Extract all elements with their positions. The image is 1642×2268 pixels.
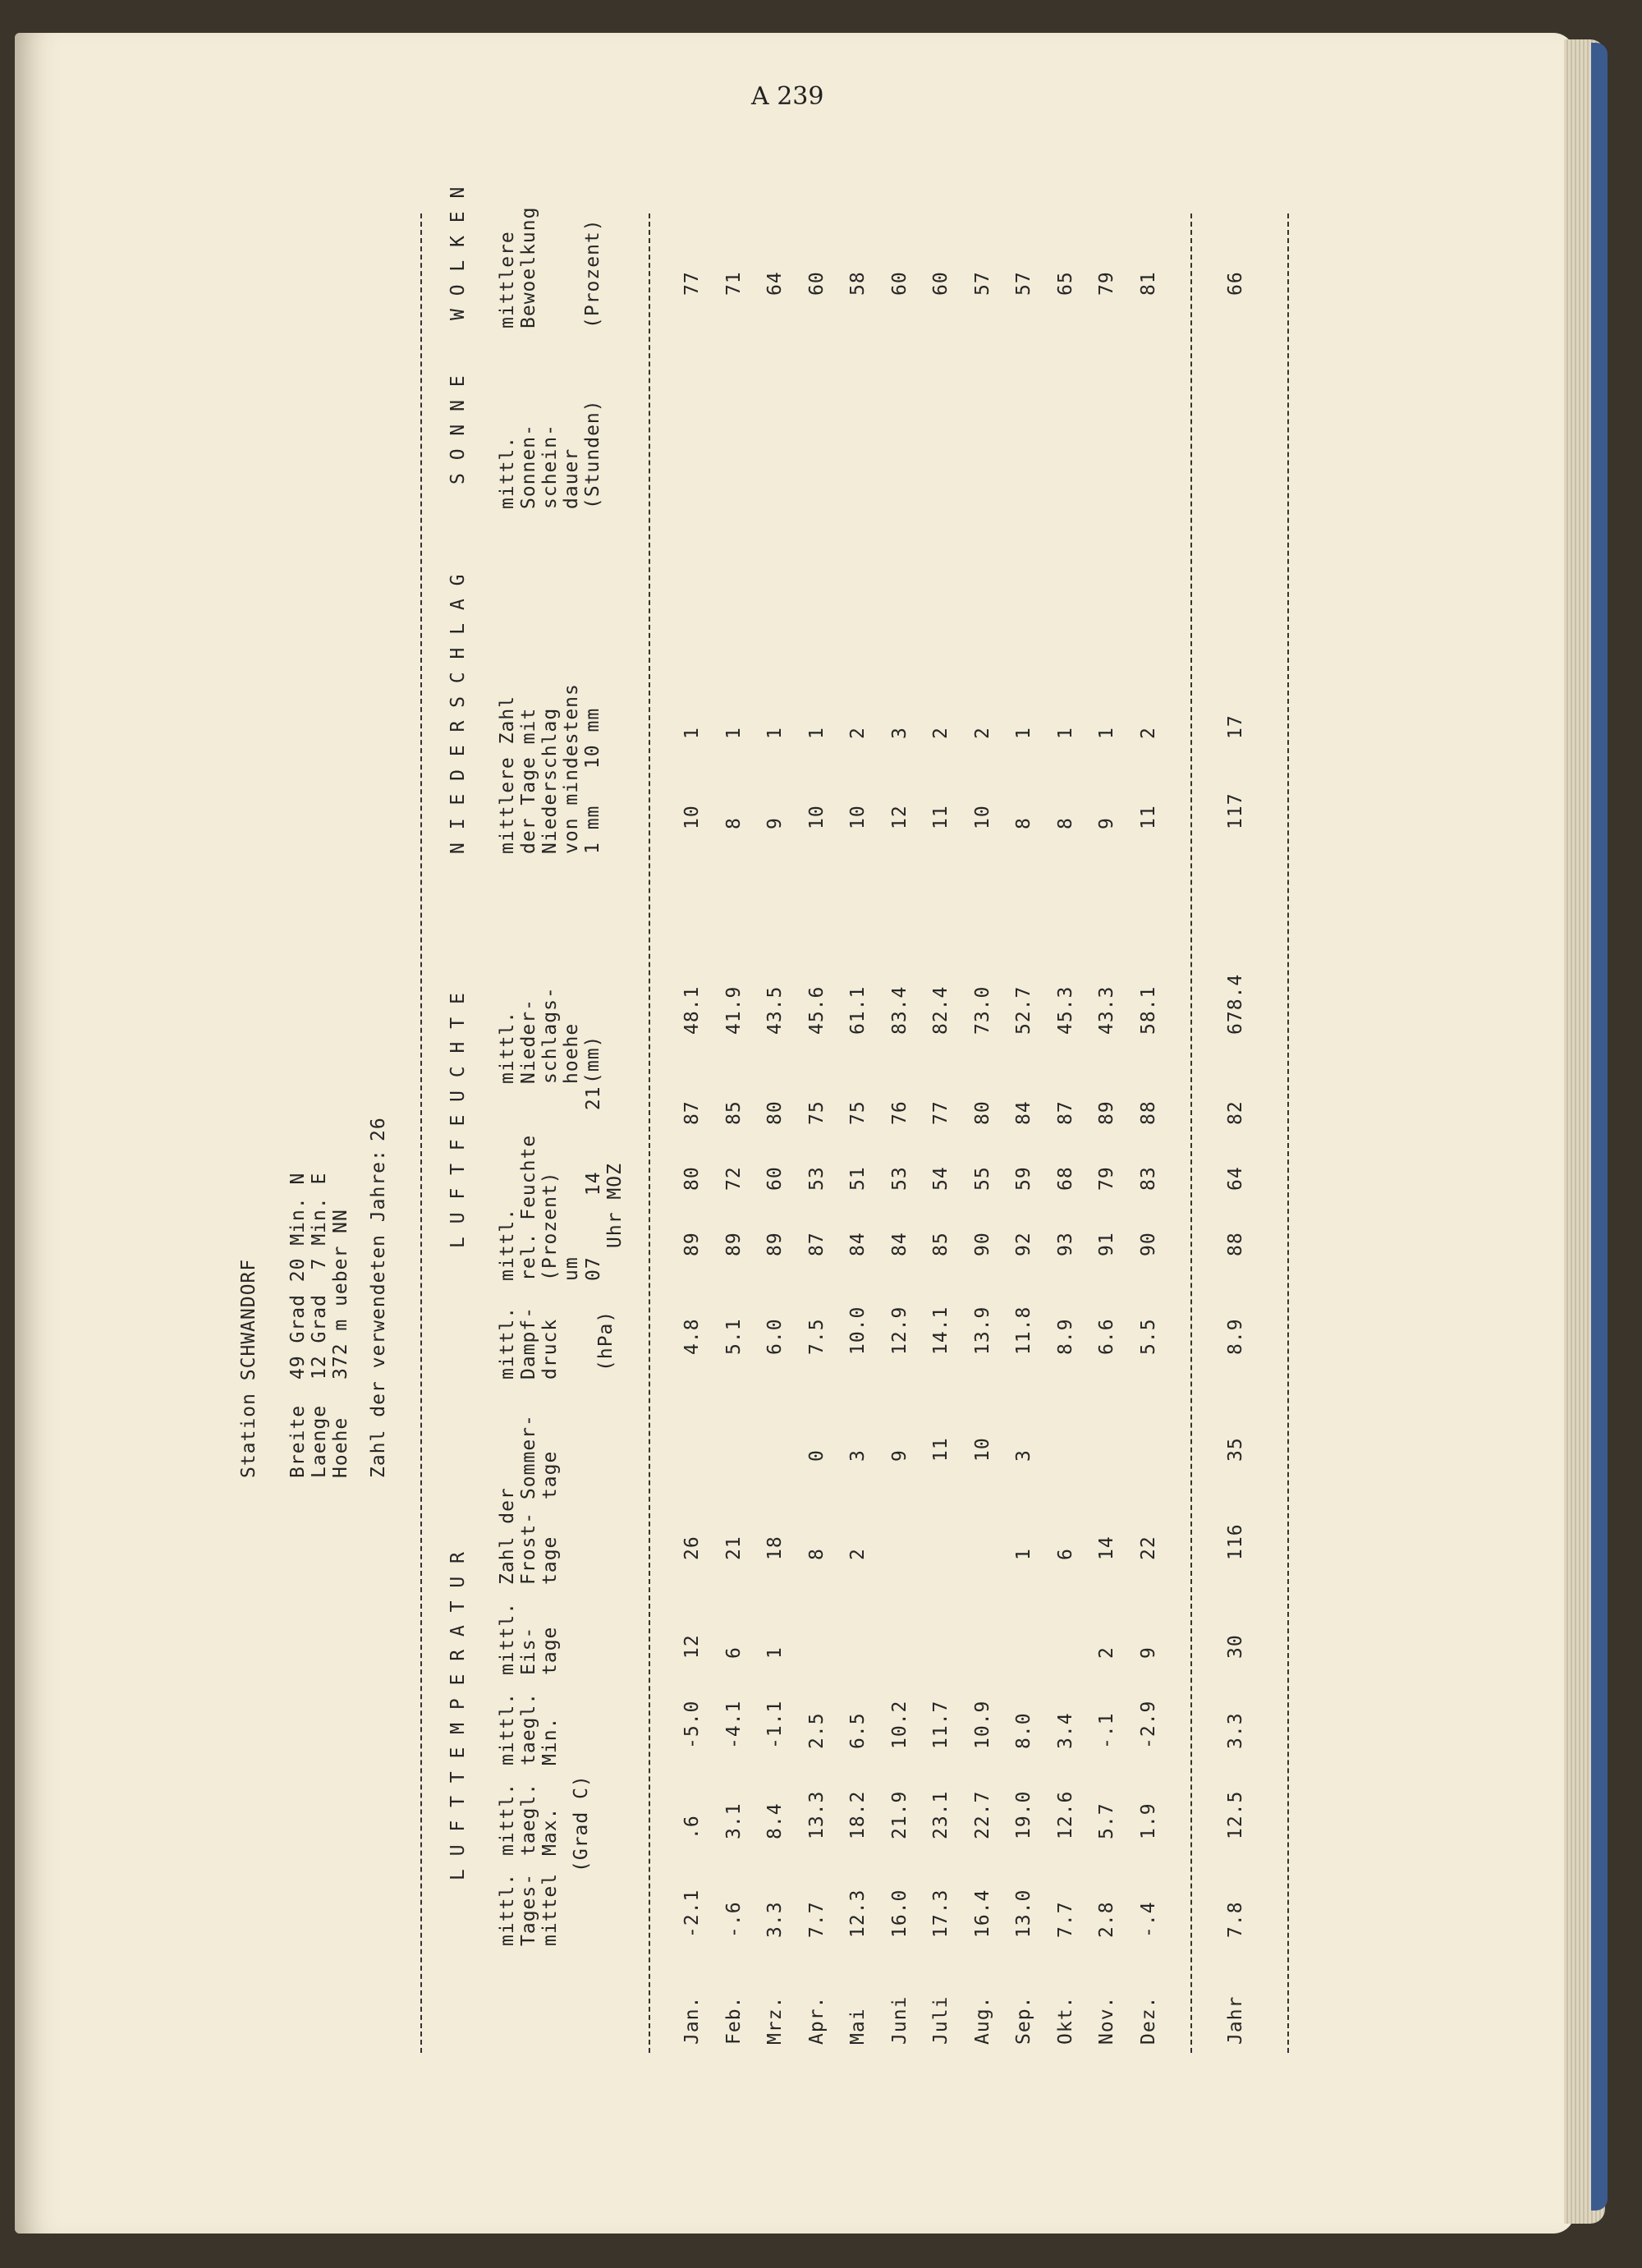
years-value: 26 [368,1117,389,1141]
table-row-precip-days-10mm: 1 [722,727,745,739]
table-row-humidity-21: 88 [1137,1100,1159,1125]
table-row-humidity-07: 90 [971,1232,993,1256]
header-mean: mittl. Tages- mittel [497,1872,561,1946]
table-row-humidity-07: 84 [847,1232,869,1256]
table-row-humidity-07: 93 [1054,1232,1076,1256]
table-row-ice-days: 2 [1096,1646,1117,1659]
table-row-ice-days: 6 [722,1646,745,1659]
table-row-precip-days-1mm: 8 [1013,817,1034,829]
table-row-humidity-07: 87 [805,1232,828,1256]
table-row-humidity-14: 72 [722,1166,745,1191]
table-row-frost-days: 2 [847,1548,869,1560]
table-row-humidity-21: 80 [971,1100,993,1125]
table-row-mean: 16.4 [971,1889,993,1938]
table-row-humidity-07: 92 [1013,1232,1034,1256]
group-temperature: L U F T T E M P E R A T U R [447,1551,469,1880]
table-row-humidity-14: 55 [971,1166,993,1191]
table-row-summer-days: 11 [930,1437,952,1462]
table-row-precip-days-1mm: 12 [888,805,910,829]
table-row-humidity-14: 68 [1054,1166,1076,1191]
table-row-humidity-21: 77 [930,1100,952,1125]
table-row-humidity-14: 59 [1013,1166,1034,1191]
table-row-month: Jan. [681,1995,703,2045]
table-row-vapour-pressure: 12.9 [888,1306,910,1355]
table-row-precip-days-1mm: 10 [847,805,869,829]
table-row-precip-days-1mm: 8 [1054,817,1076,829]
table-row-min: -4.1 [722,1700,745,1749]
header-precip-height: mittl. Nieder- schlags- hoehe (mm) [497,986,603,1084]
table-row-vapour-pressure: 14.1 [930,1306,952,1355]
table-row-precip-height: 45.3 [1054,985,1076,1035]
station-title: Station SCHWANDORF [238,1258,259,1478]
table-row-precip-height: 58.1 [1137,985,1159,1035]
table-row-frost-days: 22 [1137,1536,1159,1560]
table-row-cloudiness: 81 [1137,271,1159,296]
table-row-month: Juni [888,1995,910,2045]
page-number: A 239 [751,82,824,111]
table-row-month: Feb. [722,1995,745,2045]
table-row-cloudiness: 60 [930,271,952,296]
group-precipitation: N I E D E R S C H L A G [447,573,469,854]
table-row-max: 19.0 [1013,1790,1034,1839]
table-row-precip-days-10mm: 2 [971,727,993,739]
table-row-ice-days: 9 [1137,1646,1159,1659]
table-row-humidity-21: 76 [888,1100,910,1125]
unit-temperature: (Grad C) [571,1774,592,1872]
table-row-month: Sep. [1013,1995,1034,2045]
table-row-ice-days: 12 [681,1634,703,1659]
table-row-mean: 7.7 [805,1901,828,1938]
table-row-humidity-14: 54 [930,1166,952,1191]
table-row-cloudiness: 57 [1013,271,1034,296]
header-precip-days: mittlere Zahl der Tage mit Niederschlag von mindestens 1 mm 10 mm [497,683,603,854]
table-row-max: 12.6 [1054,1790,1076,1839]
header-sunshine: mittl. Sonnen- schein- dauer (Stunden) [497,399,603,509]
table-row-cloudiness: 60 [805,271,828,296]
total-row-month: Jahr [1225,1995,1246,2045]
lon-label: Laenge [309,1404,330,1478]
table-row-precip-days-1mm: 8 [722,817,745,829]
table-row-mean: 3.3 [764,1901,786,1938]
table-row-max: 23.1 [930,1790,952,1839]
table-row-frost-days: 8 [805,1548,828,1560]
table-row-min: -.1 [1096,1712,1117,1749]
table-row-min: -5.0 [681,1700,703,1749]
total-row-humidity-07: 88 [1225,1232,1246,1256]
table-row-vapour-pressure: 5.5 [1137,1318,1159,1355]
table-row-month: Mrz. [764,1995,786,2045]
header-max: mittl. taegl. Max. [497,1782,561,1856]
lat-value: 49 Grad 20 Min. N [287,1172,309,1380]
table-row-humidity-21: 87 [1054,1100,1076,1125]
table-row-humidity-14: 79 [1096,1166,1117,1191]
humidity-hours: 07 14 21 [583,1086,604,1281]
table-row-vapour-pressure: 10.0 [847,1306,869,1355]
table-row-vapour-pressure: 6.6 [1096,1318,1117,1355]
table-row-frost-days: 6 [1054,1548,1076,1560]
table-row-month: Mai [847,2008,869,2045]
header-frost-summer-days: Zahl der Frost- Sommer- tage tage [497,1414,561,1585]
header-ice-days: mittl. Eis- tage [497,1601,561,1675]
table-row-vapour-pressure: 8.9 [1054,1318,1076,1355]
table-row-month: Okt. [1054,1995,1076,2045]
table-row-precip-height: 43.5 [764,985,786,1035]
table-row-vapour-pressure: 6.0 [764,1318,786,1355]
table-row-mean: -.6 [722,1901,745,1938]
table-row-cloudiness: 64 [764,271,786,296]
table-row-max: 5.7 [1096,1802,1117,1839]
table-row-precip-days-10mm: 1 [1013,727,1034,739]
table-row-min: -2.9 [1137,1700,1159,1749]
header-humidity: mittl. rel. Feuchte (Prozent) um [497,1134,582,1281]
lon-value: 12 Grad 7 Min. E [309,1172,330,1380]
table-row-mean: -.4 [1137,1901,1159,1938]
table-row-mean: 12.3 [847,1889,869,1938]
table-row-cloudiness: 65 [1054,271,1076,296]
table-row-precip-height: 48.1 [681,985,703,1035]
table-row-humidity-14: 60 [764,1166,786,1191]
table-row-precip-days-10mm: 2 [930,727,952,739]
table-row-min: 3.4 [1054,1712,1076,1749]
table-row-humidity-21: 84 [1013,1100,1034,1125]
total-row-precip-days-1mm: 117 [1225,792,1246,829]
table-row-mean: 17.3 [930,1889,952,1938]
header-vapour-pressure: mittl. Dampf- druck [497,1306,561,1380]
table-row-mean: 7.7 [1054,1901,1076,1938]
total-row-mean: 7.8 [1225,1901,1246,1938]
table-row-min: 6.5 [847,1712,869,1749]
table-row-max: .6 [681,1815,703,1839]
table-row-precip-days-10mm: 1 [805,727,828,739]
table-row-humidity-14: 80 [681,1166,703,1191]
table-row-frost-days: 1 [1013,1548,1034,1560]
table-row-summer-days: 3 [847,1449,869,1462]
table-row-max: 1.9 [1137,1802,1159,1839]
table-row-precip-height: 45.6 [805,985,828,1035]
total-row-cloudiness: 66 [1225,271,1246,296]
total-row-vapour-pressure: 8.9 [1225,1318,1246,1355]
table-row-vapour-pressure: 7.5 [805,1318,828,1355]
group-sunshine: S O N N E [447,374,469,484]
table-row-month: Nov. [1096,1995,1117,2045]
table-row-precip-days-10mm: 2 [847,727,869,739]
total-row-max: 12.5 [1225,1790,1246,1839]
table-row-humidity-14: 51 [847,1166,869,1191]
table-row-min: 10.2 [888,1700,910,1749]
table-row-humidity-07: 89 [722,1232,745,1256]
total-row-ice-days: 30 [1225,1634,1246,1659]
table-row-vapour-pressure: 13.9 [971,1306,993,1355]
table-row-min: -1.1 [764,1700,786,1749]
rule-header [649,213,650,2053]
table-row-humidity-07: 89 [764,1232,786,1256]
table-row-max: 18.2 [847,1790,869,1839]
lat-label: Breite [287,1404,309,1478]
group-humidity: L U F T F E U C H T E [447,992,469,1248]
table-row-max: 21.9 [888,1790,910,1839]
table-row-frost-days: 26 [681,1536,703,1560]
table-row-cloudiness: 71 [722,271,745,296]
table-row-min: 11.7 [930,1700,952,1749]
table-row-cloudiness: 57 [971,271,993,296]
table-row-precip-height: 73.0 [971,985,993,1035]
table-row-humidity-21: 75 [805,1100,828,1125]
table-row-humidity-21: 87 [681,1100,703,1125]
table-row-humidity-14: 53 [888,1166,910,1191]
total-row-humidity-21: 82 [1225,1100,1246,1125]
table-row-month: Apr. [805,1995,828,2045]
table-row-vapour-pressure: 11.8 [1013,1306,1034,1355]
table-row-humidity-07: 84 [888,1232,910,1256]
header-min: mittl. taegl. Min. [497,1692,561,1765]
table-row-frost-days: 21 [722,1536,745,1560]
header-cloudiness: mittlere Bewoelkung (Prozent) [497,206,603,328]
total-row-min: 3.3 [1225,1712,1246,1749]
table-row-summer-days: 10 [971,1437,993,1462]
total-row-humidity-14: 64 [1225,1166,1246,1191]
table-row-precip-days-10mm: 1 [1096,727,1117,739]
table-row-precip-height: 52.7 [1013,985,1034,1035]
table-row-precip-days-10mm: 3 [888,727,910,739]
table-row-month: Juli [930,1995,952,2045]
table-row-precip-days-1mm: 10 [681,805,703,829]
table-row-humidity-07: 90 [1137,1232,1159,1256]
total-row-precip-height: 678.4 [1225,973,1246,1035]
rule-bottom [1190,213,1192,2053]
table-row-humidity-07: 91 [1096,1232,1117,1256]
table-row-cloudiness: 60 [888,271,910,296]
table-row-mean: -2.1 [681,1889,703,1938]
table-row-mean: 2.8 [1096,1901,1117,1938]
table-row-precip-days-10mm: 1 [764,727,786,739]
years-label: Zahl der verwendeten Jahre: [368,1149,389,1478]
table-row-cloudiness: 58 [847,271,869,296]
table-row-precip-days-1mm: 9 [764,817,786,829]
table-row-precip-days-1mm: 10 [971,805,993,829]
table-row-min: 2.5 [805,1712,828,1749]
rule-end [1287,213,1289,2053]
table-row-humidity-21: 89 [1096,1100,1117,1125]
unit-hpa: (hPa) [595,1310,617,1371]
total-row-summer-days: 35 [1225,1437,1246,1462]
group-clouds: W O L K E N [447,186,469,320]
table-row-humidity-21: 80 [764,1100,786,1125]
table-row-humidity-14: 53 [805,1166,828,1191]
table-row-precip-days-1mm: 10 [805,805,828,829]
total-row-frost-days: 116 [1225,1523,1246,1560]
table-row-max: 8.4 [764,1802,786,1839]
table-row-humidity-07: 89 [681,1232,703,1256]
table-row-month: Dez. [1137,1995,1159,2045]
table-row-precip-days-10mm: 2 [1137,727,1159,739]
table-row-frost-days: 14 [1096,1536,1117,1560]
table-row-vapour-pressure: 5.1 [722,1318,745,1355]
table-row-max: 13.3 [805,1790,828,1839]
table-row-humidity-21: 75 [847,1100,869,1125]
table-row-precip-height: 82.4 [930,985,952,1035]
table-row-precip-height: 41.9 [722,985,745,1035]
table-row-min: 10.9 [971,1700,993,1749]
table-row-vapour-pressure: 4.8 [681,1318,703,1355]
table-row-precip-days-1mm: 11 [930,805,952,829]
table-row-summer-days: 0 [805,1449,828,1462]
table-row-max: 3.1 [722,1802,745,1839]
table-row-mean: 13.0 [1013,1889,1034,1938]
table-row-ice-days: 1 [764,1646,786,1659]
alt-value: 372 m ueber NN [330,1209,351,1380]
table-row-min: 8.0 [1013,1712,1034,1749]
table-row-precip-height: 61.1 [847,985,869,1035]
table-row-precip-height: 83.4 [888,985,910,1035]
table-row-summer-days: 3 [1013,1449,1034,1462]
table-row-month: Aug. [971,1995,993,2045]
table-row-precip-days-10mm: 1 [681,727,703,739]
table-row-humidity-21: 85 [722,1100,745,1125]
table-row-precip-days-1mm: 9 [1096,817,1117,829]
table-row-humidity-07: 85 [930,1232,952,1256]
table-row-frost-days: 18 [764,1536,786,1560]
table-row-humidity-14: 83 [1137,1166,1159,1191]
table-row-precip-days-10mm: 1 [1054,727,1076,739]
book-cover-edge [1591,43,1608,2211]
table-row-precip-days-1mm: 11 [1137,805,1159,829]
table-row-cloudiness: 77 [681,271,703,296]
alt-label: Hoehe [330,1416,351,1478]
table-row-max: 22.7 [971,1790,993,1839]
table-row-summer-days: 9 [888,1449,910,1462]
total-row-precip-days-10mm: 17 [1225,714,1246,739]
table-row-mean: 16.0 [888,1889,910,1938]
table-row-cloudiness: 79 [1096,271,1117,296]
table-row-precip-height: 43.3 [1096,985,1117,1035]
climate-table [222,172,1305,2069]
rule-top [420,213,422,2053]
humidity-moz: Uhr MOZ [604,1163,626,1248]
